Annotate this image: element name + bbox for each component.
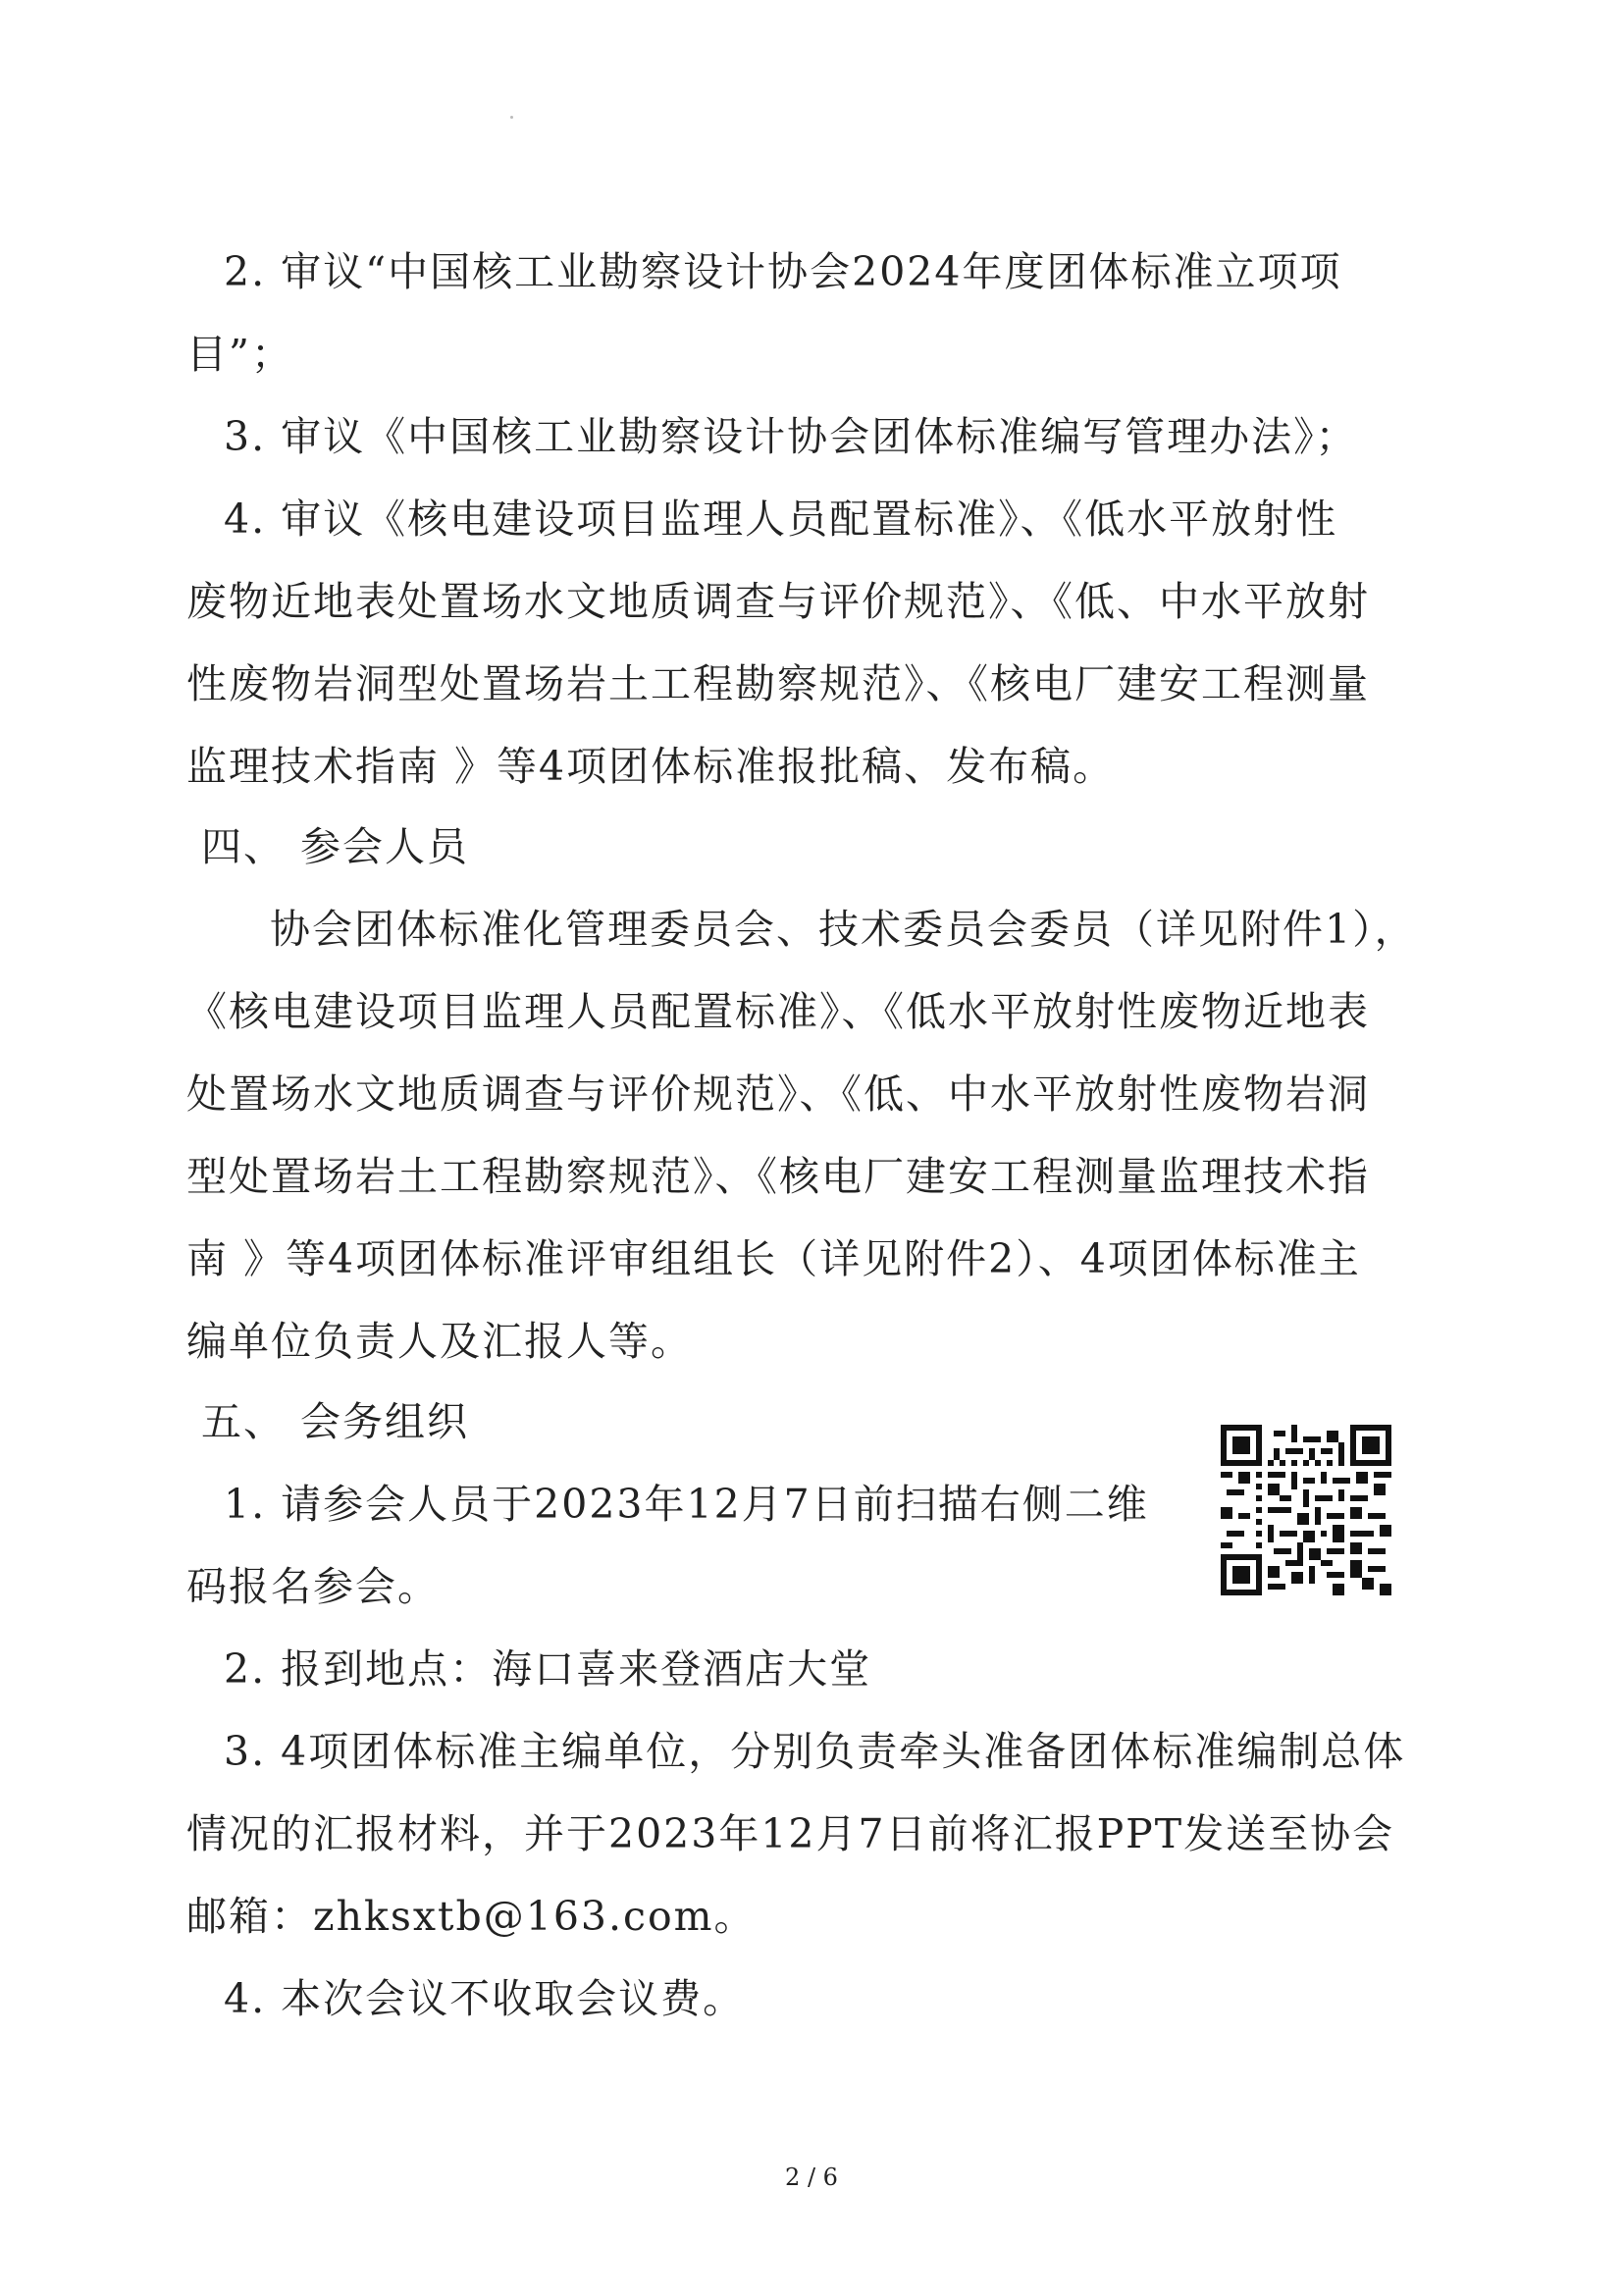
attendees-line4: 型处置场岩土工程勘察规范》、《核电厂建安工程测量监理技术指 xyxy=(186,1153,1370,1200)
item-4-line1: 4. 审议《核电建设项目监理人员配置标准》、《低水平放射性 xyxy=(224,496,1338,543)
org-item-3-line3: 邮箱：zhksxtb@163.com。 xyxy=(186,1893,757,1940)
org-item-3-line2: 情况的汇报材料，并于2023年12月7日前将汇报PPT发送至协会 xyxy=(186,1810,1395,1857)
attendees-line5: 南 》等4项团体标准评审组组长（详见附件2）、4项团体标准主 xyxy=(186,1235,1361,1282)
attendees-line3: 处置场水文地质调查与评价规范》、《低、中水平放射性废物岩洞 xyxy=(186,1070,1370,1118)
page-number: 2 / 6 xyxy=(785,2164,838,2191)
item-4-line2: 废物近地表处置场水文地质调查与评价规范》、《低、中水平放射 xyxy=(186,578,1370,625)
item-2-line2: 目”； xyxy=(186,331,293,378)
attendees-line1: 协会团体标准化管理委员会、技术委员会委员（详见附件1）， xyxy=(270,906,1417,953)
org-item-2: 2. 报到地点：海口喜来登酒店大堂 xyxy=(224,1645,872,1693)
scan-dot xyxy=(510,116,513,119)
item-3-line1: 3. 审议《中国核工业勘察设计协会团体标准编写管理办法》； xyxy=(224,413,1358,460)
item-2-line1: 2. 审议“中国核工业勘察设计协会2024年度团体标准立项项 xyxy=(224,248,1342,295)
section-heading-attendees: 四、 参会人员 xyxy=(201,823,470,870)
item-4-line3: 性废物岩洞型处置场岩土工程勘察规范》、《核电厂建安工程测量 xyxy=(186,660,1370,707)
attendees-line2: 《核电建设项目监理人员配置标准》、《低水平放射性废物近地表 xyxy=(186,988,1370,1035)
qr-code-icon[interactable] xyxy=(1221,1425,1391,1595)
attendees-line6: 编单位负责人及汇报人等。 xyxy=(186,1318,693,1365)
org-item-1-line1: 1. 请参会人员于2023年12月7日前扫描右侧二维 xyxy=(224,1481,1149,1528)
item-4-line4: 监理技术指南 》等4项团体标准报批稿、发布稿。 xyxy=(186,743,1116,790)
section-heading-organization: 五、 会务组织 xyxy=(201,1398,470,1445)
org-item-4: 4. 本次会议不收取会议费。 xyxy=(224,1975,746,2022)
org-item-3-line1: 3. 4项团体标准主编单位，分别负责牵头准备团体标准编制总体 xyxy=(224,1728,1406,1775)
org-item-1-line2: 码报名参会。 xyxy=(186,1563,440,1610)
